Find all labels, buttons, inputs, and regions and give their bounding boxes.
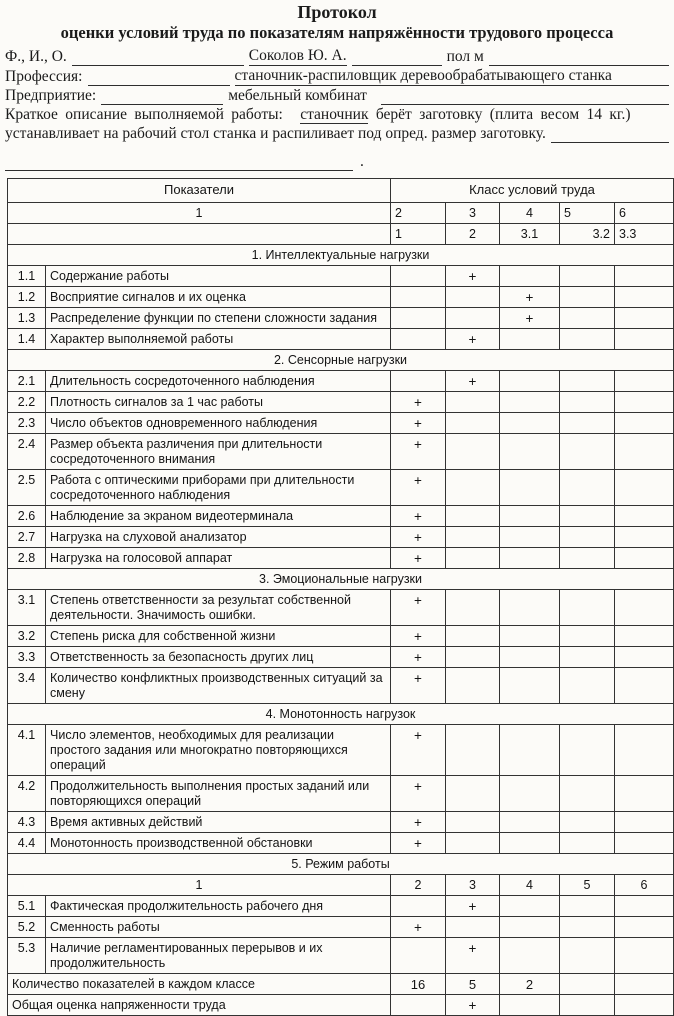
class-mark-cell: + <box>391 590 446 626</box>
indicator-row <box>8 776 674 812</box>
indicator-row <box>8 287 674 308</box>
indicator-number: 3.4 <box>8 668 46 704</box>
indicator-row <box>8 647 674 668</box>
indicator-name: Распределение функции по степени сложности задания <box>46 308 391 329</box>
col-header-indicators: Показатели <box>8 179 391 203</box>
indicator-name: Число объектов одновременного наблюдения <box>46 413 391 434</box>
column-numbers-row <box>8 203 674 224</box>
indicator-number: 2.6 <box>8 506 46 527</box>
class-mark-cell: + <box>391 392 446 413</box>
class-mark-cell: + <box>446 266 500 287</box>
blank-underline <box>5 157 353 171</box>
indicator-row <box>8 938 674 974</box>
empty-class-cell <box>446 470 500 506</box>
work-description-underlined-word: станочник <box>300 106 369 123</box>
section-title: 4. Монотонность нагрузок <box>8 704 674 725</box>
empty-class-cell <box>615 392 674 413</box>
blank-underline <box>381 91 669 105</box>
section-row <box>8 854 674 875</box>
empty-class-cell <box>391 266 446 287</box>
class-mark-cell: + <box>391 725 446 776</box>
empty-class-cell <box>446 812 500 833</box>
blank-underline <box>352 52 442 66</box>
indicator-number: 2.4 <box>8 434 46 470</box>
section-title: 5. Режим работы <box>8 854 674 875</box>
totals-label: Количество показателей в каждом классе <box>8 974 391 995</box>
class-mark-cell: + <box>391 470 446 506</box>
indicator-row <box>8 434 674 470</box>
empty-class-cell <box>560 287 615 308</box>
column-number: 3 <box>446 203 500 224</box>
empty-class-cell <box>615 287 674 308</box>
indicator-row <box>8 527 674 548</box>
indicator-number: 4.3 <box>8 812 46 833</box>
blank-underline <box>88 72 230 86</box>
empty-class-cell <box>446 548 500 569</box>
indicator-name: Время активных действий <box>46 812 391 833</box>
column-number: 6 <box>615 203 674 224</box>
empty-class-cell <box>615 725 674 776</box>
indicator-number: 3.1 <box>8 590 46 626</box>
empty-class-cell <box>615 668 674 704</box>
indicator-row <box>8 833 674 854</box>
indicator-number: 1.1 <box>8 266 46 287</box>
empty-class-cell <box>500 995 560 1016</box>
totals-value-cell: 5 <box>446 974 500 995</box>
empty-class-cell <box>500 938 560 974</box>
empty-class-cell <box>446 590 500 626</box>
indicator-name: Ответственность за безопасность других лиц <box>46 647 391 668</box>
class-mark-cell: + <box>391 776 446 812</box>
indicator-name: Наличие регламентированных перерывов и их продолжительность <box>46 938 391 974</box>
column-number: 5 <box>560 203 615 224</box>
empty-class-cell <box>500 896 560 917</box>
empty-class-cell <box>560 626 615 647</box>
class-mark-cell: + <box>446 896 500 917</box>
indicator-name: Фактическая продолжительность рабочего дня <box>46 896 391 917</box>
indicator-number: 2.2 <box>8 392 46 413</box>
empty-class-cell <box>560 938 615 974</box>
empty-class-cell <box>500 725 560 776</box>
empty-class-cell <box>560 995 615 1016</box>
empty-class-cell <box>446 506 500 527</box>
indicator-row <box>8 812 674 833</box>
class-mark-cell: + <box>391 626 446 647</box>
trailing-dot: . <box>360 153 364 170</box>
indicator-name: Характер выполняемой работы <box>46 329 391 350</box>
table-header-row <box>8 179 674 203</box>
empty-class-cell <box>560 647 615 668</box>
empty-class-cell <box>500 833 560 854</box>
indicator-number: 2.7 <box>8 527 46 548</box>
work-description-text-continued: устанавливает на рабочий стол станка и распиливает под опред. размер заготовку. <box>5 125 546 142</box>
indicator-row <box>8 917 674 938</box>
empty-class-cell <box>500 413 560 434</box>
fio-label: Ф., И., О. <box>5 48 67 65</box>
blank-underline <box>551 129 669 143</box>
class-mark-cell: + <box>446 995 500 1016</box>
empty-class-cell <box>615 434 674 470</box>
column-number: 2 <box>391 203 446 224</box>
indicator-number: 4.1 <box>8 725 46 776</box>
indicator-name: Сменность работы <box>46 917 391 938</box>
empty-class-cell <box>560 266 615 287</box>
section-title: 2. Сенсорные нагрузки <box>8 350 674 371</box>
empty-class-cell <box>560 392 615 413</box>
empty-class-cell <box>500 776 560 812</box>
indicator-name: Размер объекта различения при длительности сосредоточенного внимания <box>46 434 391 470</box>
empty-class-cell <box>560 371 615 392</box>
indicator-row <box>8 308 674 329</box>
work-description-line2 <box>5 124 669 143</box>
empty-class-cell <box>446 776 500 812</box>
indicator-name: Нагрузка на слуховой анализатор <box>46 527 391 548</box>
class-mark-cell: + <box>391 647 446 668</box>
work-description-text: берёт заготовку (плита весом 14 кг.) <box>375 106 631 123</box>
subheader-number: 4 <box>500 875 560 896</box>
empty-class-cell <box>615 506 674 527</box>
empty-class-cell <box>560 725 615 776</box>
totals-value-cell: 2 <box>500 974 560 995</box>
empty-class-cell <box>391 308 446 329</box>
class-mark-cell: + <box>391 527 446 548</box>
indicator-name: Плотность сигналов за 1 час работы <box>46 392 391 413</box>
indicator-name: Длительность сосредоточенного наблюдения <box>46 371 391 392</box>
empty-class-cell <box>500 371 560 392</box>
blank-underline <box>489 52 669 66</box>
subheader-number: 3 <box>446 875 500 896</box>
indicator-row <box>8 626 674 647</box>
empty-class-cell <box>615 470 674 506</box>
section-subheader-row <box>8 875 674 896</box>
column-number: 1 <box>8 203 391 224</box>
empty-class-cell <box>500 647 560 668</box>
empty-class-cell <box>615 917 674 938</box>
class-mark-cell: + <box>446 329 500 350</box>
empty-class-cell <box>615 626 674 647</box>
empty-class-cell <box>615 329 674 350</box>
empty-class-cell <box>615 590 674 626</box>
section-row <box>8 350 674 371</box>
overall-row <box>8 995 674 1016</box>
section-row <box>8 569 674 590</box>
totals-value-cell: 16 <box>391 974 446 995</box>
empty-class-cell <box>446 725 500 776</box>
indicator-name: Степень ответственности за результат собственной деятельности. Значимость ошибки. <box>46 590 391 626</box>
class-label: 3.1 <box>500 224 560 245</box>
empty-class-cell <box>615 548 674 569</box>
empty-class-cell <box>560 506 615 527</box>
empty-class-cell <box>391 938 446 974</box>
indicator-number: 2.3 <box>8 413 46 434</box>
subheader-number: 1 <box>8 875 391 896</box>
indicator-number: 5.2 <box>8 917 46 938</box>
indicator-number: 2.8 <box>8 548 46 569</box>
column-number: 4 <box>500 203 560 224</box>
indicator-name: Наблюдение за экраном видеотерминала <box>46 506 391 527</box>
enterprise-value: мебельный комбинат <box>228 87 367 104</box>
indicator-row <box>8 470 674 506</box>
empty-class-cell <box>560 308 615 329</box>
empty-class-cell <box>560 776 615 812</box>
empty-class-cell <box>560 434 615 470</box>
empty-class-cell <box>560 896 615 917</box>
empty-class-cell <box>560 329 615 350</box>
empty-class-cell <box>446 647 500 668</box>
work-description-line1 <box>5 105 669 124</box>
indicator-row <box>8 392 674 413</box>
indicator-number: 2.5 <box>8 470 46 506</box>
empty-class-cell <box>615 896 674 917</box>
indicator-name: Монотонность производственной обстановки <box>46 833 391 854</box>
indicator-name: Продолжительность выполнения простых заданий или повторяющихся операций <box>46 776 391 812</box>
empty-class-cell <box>560 527 615 548</box>
class-label: 3.2 <box>560 224 615 245</box>
indicator-row <box>8 725 674 776</box>
empty-class-cell <box>560 833 615 854</box>
empty-class-cell <box>500 434 560 470</box>
indicator-row <box>8 266 674 287</box>
empty-class-cell <box>615 995 674 1016</box>
class-mark-cell: + <box>500 308 560 329</box>
indicator-number: 1.4 <box>8 329 46 350</box>
class-label: 2 <box>446 224 500 245</box>
empty-class-cell <box>500 917 560 938</box>
class-mark-cell: + <box>500 287 560 308</box>
empty-class-cell <box>615 647 674 668</box>
totals-row <box>8 974 674 995</box>
empty-class-cell <box>560 470 615 506</box>
indicator-number: 1.2 <box>8 287 46 308</box>
indicator-name: Работа с оптическими приборами при длительности сосредоточенного наблюдения <box>46 470 391 506</box>
enterprise-label: Предприятие: <box>5 87 97 104</box>
empty-class-cell <box>391 896 446 917</box>
indicator-name: Степень риска для собственной жизни <box>46 626 391 647</box>
indicator-number: 3.2 <box>8 626 46 647</box>
class-mark-cell: + <box>391 917 446 938</box>
empty-class-cell <box>560 413 615 434</box>
empty-class-cell <box>391 995 446 1016</box>
empty-class-cell <box>615 413 674 434</box>
work-description-label: Краткое описание выполняемой работы: <box>5 106 283 123</box>
indicator-number: 5.1 <box>8 896 46 917</box>
subheader-number: 2 <box>391 875 446 896</box>
indicator-name: Нагрузка на голосовой аппарат <box>46 548 391 569</box>
empty-class-cell <box>446 308 500 329</box>
empty-class-cell <box>500 812 560 833</box>
empty-class-cell <box>446 413 500 434</box>
class-mark-cell: + <box>391 548 446 569</box>
section-title: 3. Эмоциональные нагрузки <box>8 569 674 590</box>
empty-class-cell <box>446 626 500 647</box>
subheader-number: 6 <box>615 875 674 896</box>
empty-class-cell <box>615 776 674 812</box>
class-mark-cell: + <box>391 812 446 833</box>
indicator-row <box>8 371 674 392</box>
indicator-row <box>8 506 674 527</box>
indicator-row <box>8 413 674 434</box>
empty-class-cell <box>560 548 615 569</box>
profession-label: Профессия: <box>5 68 83 85</box>
col-header-class: Класс условий труда <box>391 179 674 203</box>
blank-underline <box>72 52 244 66</box>
empty-class-cell <box>560 668 615 704</box>
profession-line <box>5 66 669 86</box>
class-mark-cell: + <box>391 413 446 434</box>
empty-class-cell <box>446 392 500 413</box>
empty-class-cell <box>560 917 615 938</box>
class-label-empty <box>8 224 391 245</box>
class-mark-cell: + <box>391 833 446 854</box>
trailing-blank-line <box>5 152 669 171</box>
empty-class-cell <box>446 833 500 854</box>
empty-class-cell <box>500 329 560 350</box>
indicator-row <box>8 896 674 917</box>
indicator-name: Восприятие сигналов и их оценка <box>46 287 391 308</box>
indicator-number: 5.3 <box>8 938 46 974</box>
empty-class-cell <box>500 626 560 647</box>
empty-class-cell <box>391 287 446 308</box>
indicator-row <box>8 548 674 569</box>
section-row <box>8 704 674 725</box>
section-row <box>8 245 674 266</box>
empty-class-cell <box>500 668 560 704</box>
empty-class-cell <box>500 548 560 569</box>
blank-underline <box>101 91 223 105</box>
document-title: Протокол <box>297 2 377 22</box>
class-label: 3.3 <box>615 224 674 245</box>
class-mark-cell: + <box>446 371 500 392</box>
empty-class-cell <box>560 974 615 995</box>
empty-class-cell <box>615 371 674 392</box>
indicator-number: 3.3 <box>8 647 46 668</box>
subheader-number: 5 <box>560 875 615 896</box>
empty-class-cell <box>446 527 500 548</box>
indicator-name: Содержание работы <box>46 266 391 287</box>
empty-class-cell <box>500 506 560 527</box>
document-subtitle: оценки условий труда по показателям напряжённости трудового процесса <box>60 23 614 42</box>
indicators-table <box>7 178 674 1016</box>
empty-class-cell <box>446 668 500 704</box>
indicator-name: Число элементов, необходимых для реализации простого задания или многократно повторяющихся операций <box>46 725 391 776</box>
class-mark-cell: + <box>391 668 446 704</box>
fio-value: Соколов Ю. А. <box>248 47 347 64</box>
indicator-row <box>8 590 674 626</box>
indicator-row <box>8 329 674 350</box>
empty-class-cell <box>615 974 674 995</box>
overall-label: Общая оценка напряженности труда <box>8 995 391 1016</box>
empty-class-cell <box>391 371 446 392</box>
empty-class-cell <box>560 590 615 626</box>
empty-class-cell <box>560 812 615 833</box>
indicator-number: 4.4 <box>8 833 46 854</box>
empty-class-cell <box>615 266 674 287</box>
enterprise-line <box>5 86 669 105</box>
empty-class-cell <box>500 527 560 548</box>
class-labels-row <box>8 224 674 245</box>
empty-class-cell <box>446 434 500 470</box>
empty-class-cell <box>500 392 560 413</box>
indicator-number: 1.3 <box>8 308 46 329</box>
empty-class-cell <box>446 917 500 938</box>
profession-value: станочник-распиловщик деревообрабатывающего станка <box>235 66 670 86</box>
empty-class-cell <box>391 329 446 350</box>
empty-class-cell <box>500 590 560 626</box>
fio-line <box>5 46 669 66</box>
indicator-number: 2.1 <box>8 371 46 392</box>
class-mark-cell: + <box>446 938 500 974</box>
empty-class-cell <box>500 266 560 287</box>
class-label: 1 <box>391 224 446 245</box>
empty-class-cell <box>615 527 674 548</box>
indicator-name: Количество конфликтных производственных ситуаций за смену <box>46 668 391 704</box>
empty-class-cell <box>615 812 674 833</box>
empty-class-cell <box>446 287 500 308</box>
sex-label: пол м <box>446 48 484 65</box>
class-mark-cell: + <box>391 506 446 527</box>
indicators-table-body <box>8 179 674 1016</box>
empty-class-cell <box>500 470 560 506</box>
class-mark-cell: + <box>391 434 446 470</box>
section-title: 1. Интеллектуальные нагрузки <box>8 245 674 266</box>
indicator-row <box>8 668 674 704</box>
empty-class-cell <box>615 833 674 854</box>
empty-class-cell <box>615 938 674 974</box>
empty-class-cell <box>615 308 674 329</box>
indicator-number: 4.2 <box>8 776 46 812</box>
